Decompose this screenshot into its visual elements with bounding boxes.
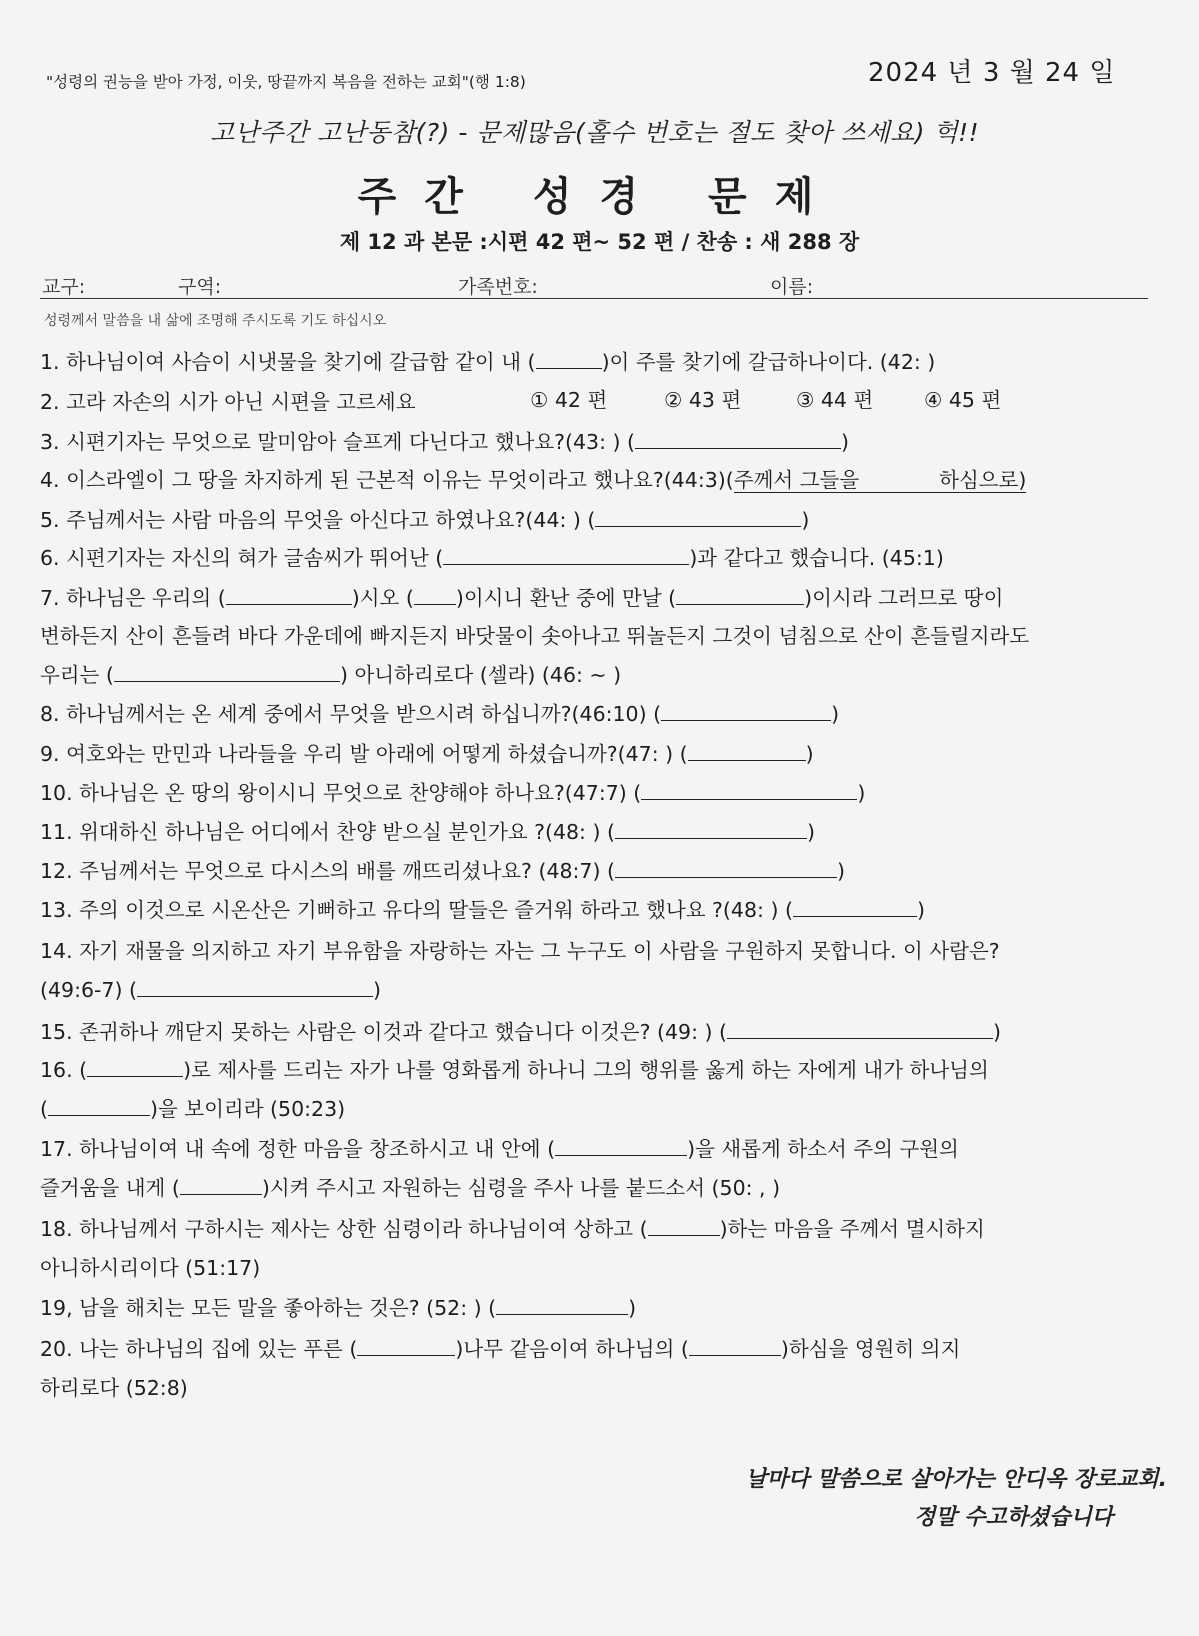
- question-3: 3. 시편기자는 무엇으로 말미암아 슬프게 다닌다고 했나요?(43: ) ( ): [40, 430, 850, 454]
- district-label: 교구:: [42, 276, 86, 298]
- church-motto: "성령의 권능을 받아 가정, 이웃, 땅끝까지 복음을 전하는 교회"(행 1:8): [46, 73, 526, 91]
- info-fields-line: [40, 270, 1148, 299]
- closing-line-2: 정말 수고하셨습니다: [914, 1505, 1113, 1530]
- question-17: 17. 하나님이여 내 속에 정한 마음을 창조하시고 내 안에 ( )을 새롭게 하소서 주의 구원의: [40, 1137, 959, 1161]
- option-1[interactable]: ① 42 편: [530, 388, 608, 412]
- question-8: 8. 하나님께서는 온 세계 중에서 무엇을 받으시려 하십니까?(46:10) ( ): [40, 702, 840, 726]
- family-number-label: 가족번호:: [458, 276, 538, 298]
- question-16-line2: ( )을 보이리라 (50:23): [40, 1097, 346, 1121]
- zone-label: 구역:: [178, 276, 222, 298]
- answer-blank[interactable]: [793, 896, 917, 917]
- answer-blank[interactable]: [635, 428, 841, 449]
- question-9: 9. 여호와는 만민과 나라들을 우리 발 아래에 어떻게 하셨습니까?(47: ) ( ): [40, 742, 814, 766]
- question-13: 13. 주의 이것으로 시온산은 기뻐하고 유다의 딸들은 즐거워 하라고 했나요 ?(48: ) ( ): [40, 898, 925, 922]
- answer-blank[interactable]: [443, 544, 689, 565]
- question-18: 18. 하나님께서 구하시는 제사는 상한 심령이라 하나님이여 상하고 ( )하는 마음을 주께서 멸시하지: [40, 1217, 985, 1241]
- option-3[interactable]: ③ 44 편: [796, 388, 874, 412]
- question-17-line2: 즐거움을 내게 ( )시켜 주시고 자원하는 심령을 주사 나를 붙드소서 (50: , ): [40, 1176, 781, 1200]
- name-label: 이름:: [770, 276, 814, 298]
- handwritten-note: 고난주간 고난동참(?) - 문제많음(홀수 번호는 절도 찾아 쓰세요) 헉!!: [210, 118, 980, 147]
- option-4[interactable]: ④ 45 편: [924, 388, 1002, 412]
- question-11: 11. 위대하신 하나님은 어디에서 찬양 받으실 분인가요 ?(48: ) ( ): [40, 820, 815, 844]
- answer-blank[interactable]: [641, 779, 857, 800]
- question-7-line3: 우리는 ( ) 아니하리로다 (셀라) (46: ~ ): [40, 663, 622, 687]
- question-12: 12. 주님께서는 무엇으로 다시스의 배를 깨뜨리셨나요? (48:7) ( ): [40, 859, 845, 883]
- answer-blank[interactable]: [615, 818, 807, 839]
- answer-blank[interactable]: [615, 857, 837, 878]
- question-14-line2: (49:6-7) ( ): [40, 978, 381, 1002]
- question-5: 5. 주님께서는 사람 마음의 무엇을 아신다고 하였나요?(44: ) ( ): [40, 508, 810, 532]
- answer-blank[interactable]: [496, 1294, 628, 1315]
- answer-blank[interactable]: [48, 1095, 150, 1116]
- answer-underline[interactable]: 주께서 그들을 하심으로): [733, 468, 1027, 492]
- question-2: 2. 고라 자손의 시가 아닌 시편을 고르세요: [40, 390, 416, 414]
- answer-blank[interactable]: [648, 1215, 720, 1236]
- question-16: 16. ( )로 제사를 드리는 자가 나를 영화롭게 하나니 그의 행위를 옳게 하는 자에게 내가 하나님의: [40, 1058, 989, 1082]
- question-20: 20. 나는 하나님의 집에 있는 푸른 ( )나무 같음이여 하나님의 ( )하심을 영원히 의지: [40, 1337, 961, 1361]
- answer-blank[interactable]: [114, 661, 340, 682]
- question-1: 1. 하나님이여 사슴이 시냇물을 찾기에 갈급함 같이 내 ( )이 주를 찾기에 갈급하나이다. (42: ): [40, 350, 936, 374]
- answer-blank[interactable]: [555, 1135, 687, 1156]
- answer-blank[interactable]: [676, 584, 804, 605]
- answer-blank[interactable]: [689, 1335, 781, 1356]
- question-15: 15. 존귀하나 깨닫지 못하는 사람은 이것과 같다고 했습니다 이것은? (49: ) ( ): [40, 1020, 1002, 1044]
- answer-blank[interactable]: [414, 584, 456, 605]
- answer-blank[interactable]: [180, 1174, 262, 1195]
- closing-line-1: 날마다 말씀으로 살아가는 안디옥 장로교회.: [745, 1467, 1167, 1492]
- answer-blank[interactable]: [688, 740, 806, 761]
- question-4: 4. 이스라엘이 그 땅을 차지하게 된 근본적 이유는 무엇이라고 했나요?(44:3)(주께서 그들을 하심으로): [40, 468, 1027, 492]
- answer-blank[interactable]: [357, 1335, 455, 1356]
- question-18-line2: 아니하시리이다 (51:17): [40, 1256, 261, 1280]
- answer-blank[interactable]: [661, 700, 831, 721]
- worksheet-date: 2024 년 3 월 24 일: [868, 58, 1116, 88]
- question-7-line2: 변하든지 산이 흔들려 바다 가운데에 빠지든지 바닷물이 솟아나고 뛰놀든지 그것이 넘침으로 산이 흔들릴지라도: [40, 624, 1030, 648]
- prayer-instruction: 성령께서 말씀을 내 삶에 조명해 주시도록 기도 하십시오: [44, 313, 387, 329]
- answer-blank[interactable]: [226, 584, 352, 605]
- page-title: 주간 성경 문제: [357, 174, 842, 220]
- question-6: 6. 시편기자는 자신의 혀가 글솜씨가 뛰어난 ( )과 같다고 했습니다. (45:1): [40, 546, 944, 570]
- answer-blank[interactable]: [536, 348, 602, 369]
- answer-blank[interactable]: [137, 976, 373, 997]
- option-2[interactable]: ② 43 편: [664, 388, 742, 412]
- lesson-subtitle: 제 12 과 본문 :시편 42 편~ 52 편 / 찬송 : 새 288 장: [339, 230, 860, 254]
- answer-blank[interactable]: [595, 506, 801, 527]
- question-7: 7. 하나님은 우리의 ( )시오 ( )이시니 환난 중에 만날 ( )이시라 그러므로 땅이: [40, 586, 1004, 610]
- answer-blank[interactable]: [87, 1056, 183, 1077]
- question-20-line2: 하리로다 (52:8): [40, 1376, 188, 1400]
- answer-blank[interactable]: [727, 1018, 993, 1039]
- question-14: 14. 자기 재물을 의지하고 자기 부유함을 자랑하는 자는 그 누구도 이 사람을 구원하지 못합니다. 이 사람은?: [40, 939, 1000, 963]
- question-10: 10. 하나님은 온 땅의 왕이시니 무엇으로 찬양해야 하나요?(47:7) ( ): [40, 781, 866, 805]
- question-19: 19, 남을 해치는 모든 말을 좋아하는 것은? (52: ) ( ): [40, 1296, 637, 1320]
